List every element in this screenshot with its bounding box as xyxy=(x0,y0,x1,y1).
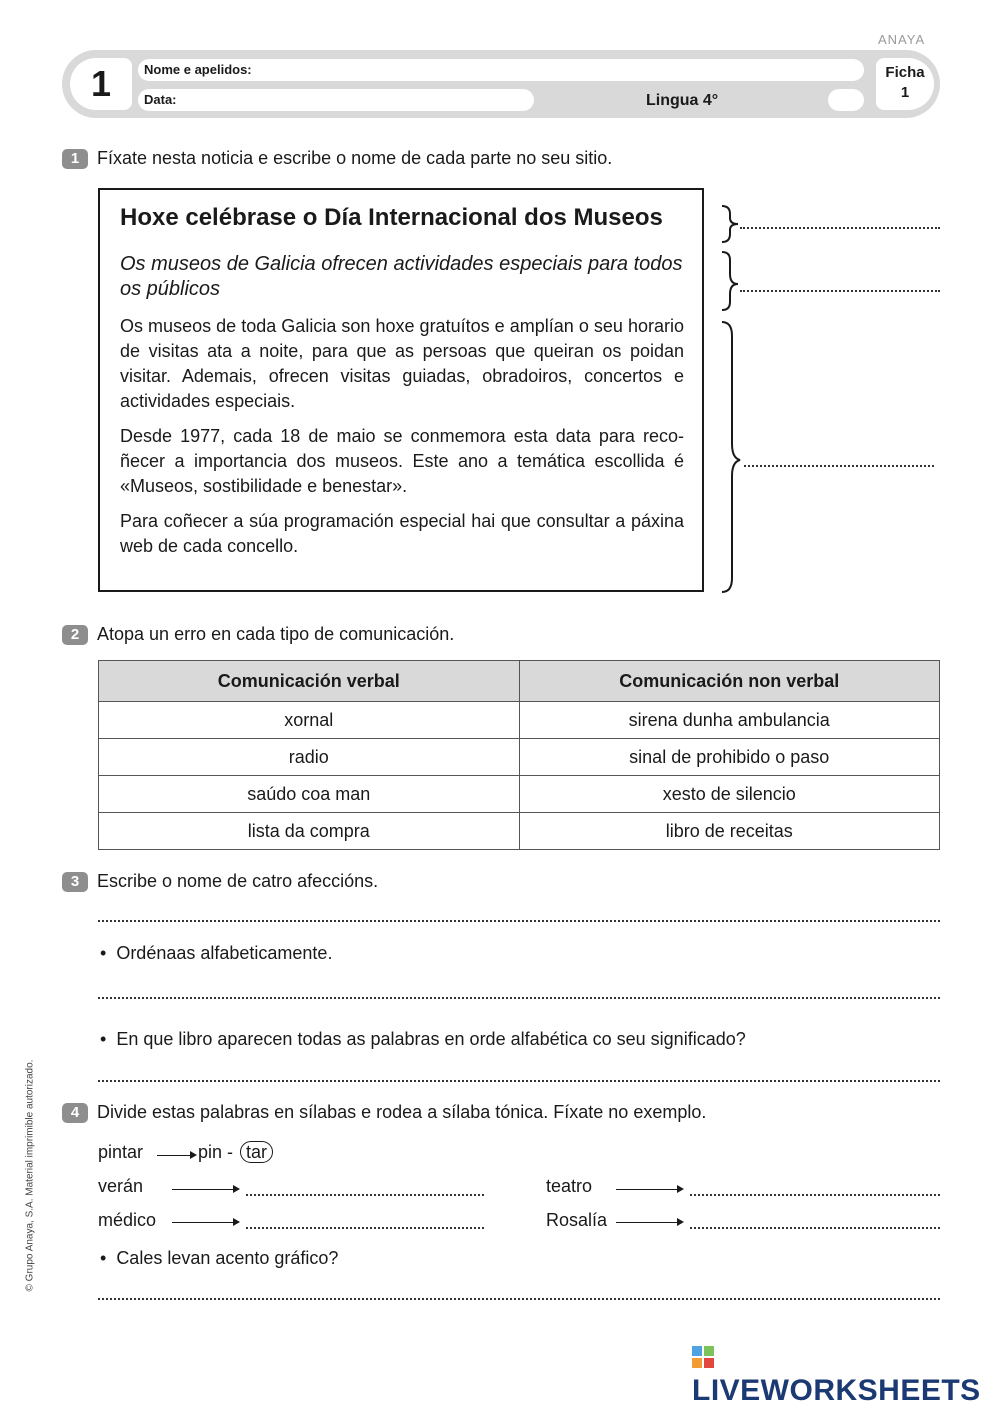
news-subheadline: Os museos de Galicia ofrecen actividades especiais para todos os públicos xyxy=(120,253,683,300)
table-cell[interactable]: saúdo coa man xyxy=(99,776,520,813)
arrow-icon xyxy=(616,1222,682,1223)
circled-syllable: tar xyxy=(240,1141,273,1163)
bullet-dictionary-text: En que libro aparecen todas as palabras en orde alfabética co seu significado? xyxy=(116,1029,746,1049)
news-paragraph-3: Para coñecer a súa programación especial hai que consultar a páxina web de cada concello. xyxy=(120,511,684,556)
table-row xyxy=(99,776,940,813)
ficha-number: 1 xyxy=(900,84,910,101)
table-cell[interactable]: lista da compra xyxy=(99,813,520,850)
answer-line-headline[interactable] xyxy=(740,227,940,229)
date-label: Data: xyxy=(144,92,177,107)
table-cell[interactable]: xornal xyxy=(99,702,520,739)
brace-headline xyxy=(722,206,738,242)
table-cell[interactable]: radio xyxy=(99,739,520,776)
answer-line-body[interactable] xyxy=(744,465,934,467)
answer-line-ordered[interactable] xyxy=(98,997,940,999)
bullet-order: • Ordénaas alfabeticamente. xyxy=(100,943,333,963)
word-medico: médico xyxy=(98,1210,157,1230)
grade-field[interactable] xyxy=(828,89,864,111)
table-cell[interactable]: libro de receitas xyxy=(519,813,940,850)
answer-line-accent[interactable] xyxy=(98,1298,940,1300)
answer-line-subheadline[interactable] xyxy=(740,290,940,292)
exercise-4-instruction: Divide estas palabras en sílabas e rodea a sílaba tónica. Fíxate no exemplo. xyxy=(97,1102,707,1122)
table-header-row xyxy=(99,661,940,702)
liveworksheets-icon xyxy=(692,1346,714,1368)
bullet-dictionary: • En que libro aparecen todas as palabras en orde alfabética co seu significado? xyxy=(100,1029,746,1049)
example-syllable: pin - xyxy=(198,1142,234,1162)
table-row xyxy=(99,702,940,739)
bullet-order-text: Ordénaas alfabeticamente. xyxy=(116,943,333,963)
answer-line-rosalia[interactable] xyxy=(690,1227,940,1229)
exercise-1-instruction: Fíxate nesta noticia e escribe o nome de cada parte no seu sitio. xyxy=(97,148,613,168)
unit-number: 1 xyxy=(70,58,132,110)
name-label: Nome e apelidos: xyxy=(144,62,252,77)
exercise-2-instruction: Atopa un erro en cada tipo de comunicación. xyxy=(97,624,455,644)
ficha-box xyxy=(876,58,934,110)
example-tonic-syllable xyxy=(240,1142,273,1163)
exercise-4-number: 4 xyxy=(62,1103,88,1123)
date-field[interactable] xyxy=(138,89,534,111)
arrow-icon xyxy=(616,1189,682,1190)
exercise-1-number: 1 xyxy=(62,149,88,169)
table-cell[interactable]: xesto de silencio xyxy=(519,776,940,813)
liveworksheets-logo xyxy=(692,1340,1000,1408)
subject-label: Lingua 4° xyxy=(646,92,719,109)
answer-line-hobbies[interactable] xyxy=(98,920,940,922)
communication-table xyxy=(98,660,940,850)
name-field[interactable] xyxy=(138,59,864,81)
braces-graphic xyxy=(712,196,752,600)
bullet-accent-text: Cales levan acento gráfico? xyxy=(116,1248,339,1268)
publisher-logo: ANAYA xyxy=(878,32,926,47)
word-veran: verán xyxy=(98,1176,144,1196)
logo-text: LIVEWORKSHEETS xyxy=(692,1374,981,1407)
brace-subheadline xyxy=(722,252,738,310)
example-word: pintar xyxy=(98,1142,144,1162)
table-cell[interactable]: sirena dunha ambulancia xyxy=(519,702,940,739)
word-teatro: teatro xyxy=(546,1176,593,1196)
brace-body xyxy=(722,322,740,592)
arrow-icon xyxy=(172,1222,238,1223)
answer-line-veran[interactable] xyxy=(246,1194,484,1196)
arrow-icon xyxy=(157,1155,195,1156)
column-header-verbal: Comunicación verbal xyxy=(99,661,520,702)
ficha-label: Ficha xyxy=(885,64,925,81)
copyright-text: © Grupo Anaya, S.A. Material imprimible autorizado. xyxy=(24,1059,36,1292)
exercise-3-number: 3 xyxy=(62,872,88,892)
answer-line-medico[interactable] xyxy=(246,1227,484,1229)
news-paragraph-1: Os museos de toda Galicia son hoxe gratuítos e amplían o seu horario de visitas ata a noite, para que as persoas que queiran os poidan visitar. Ademais, ofrecen visitas guiadas, obradoiros, concertos e actividades especiais. xyxy=(120,316,684,411)
answer-line-book[interactable] xyxy=(98,1080,940,1082)
table-cell[interactable]: sinal de prohibido o paso xyxy=(519,739,940,776)
news-paragraph-2: Desde 1977, cada 18 de maio se conmemora esta data para recoñecer a importancia dos museos. Este ano a temática escollida é «Museos, sostibilidade e benestar». xyxy=(120,426,684,496)
arrow-icon xyxy=(172,1189,238,1190)
exercise-3-instruction: Escribe o nome de catro afeccións. xyxy=(97,871,379,891)
news-headline: Hoxe celébrase o Día Internacional dos Museos xyxy=(120,204,663,231)
exercise-2-number: 2 xyxy=(62,625,88,645)
column-header-nonverbal: Comunicación non verbal xyxy=(519,661,940,702)
answer-line-teatro[interactable] xyxy=(690,1194,940,1196)
table-row xyxy=(99,739,940,776)
table-row xyxy=(99,813,940,850)
bullet-accent: • Cales levan acento gráfico? xyxy=(100,1248,339,1268)
word-rosalia: Rosalía xyxy=(546,1210,608,1230)
